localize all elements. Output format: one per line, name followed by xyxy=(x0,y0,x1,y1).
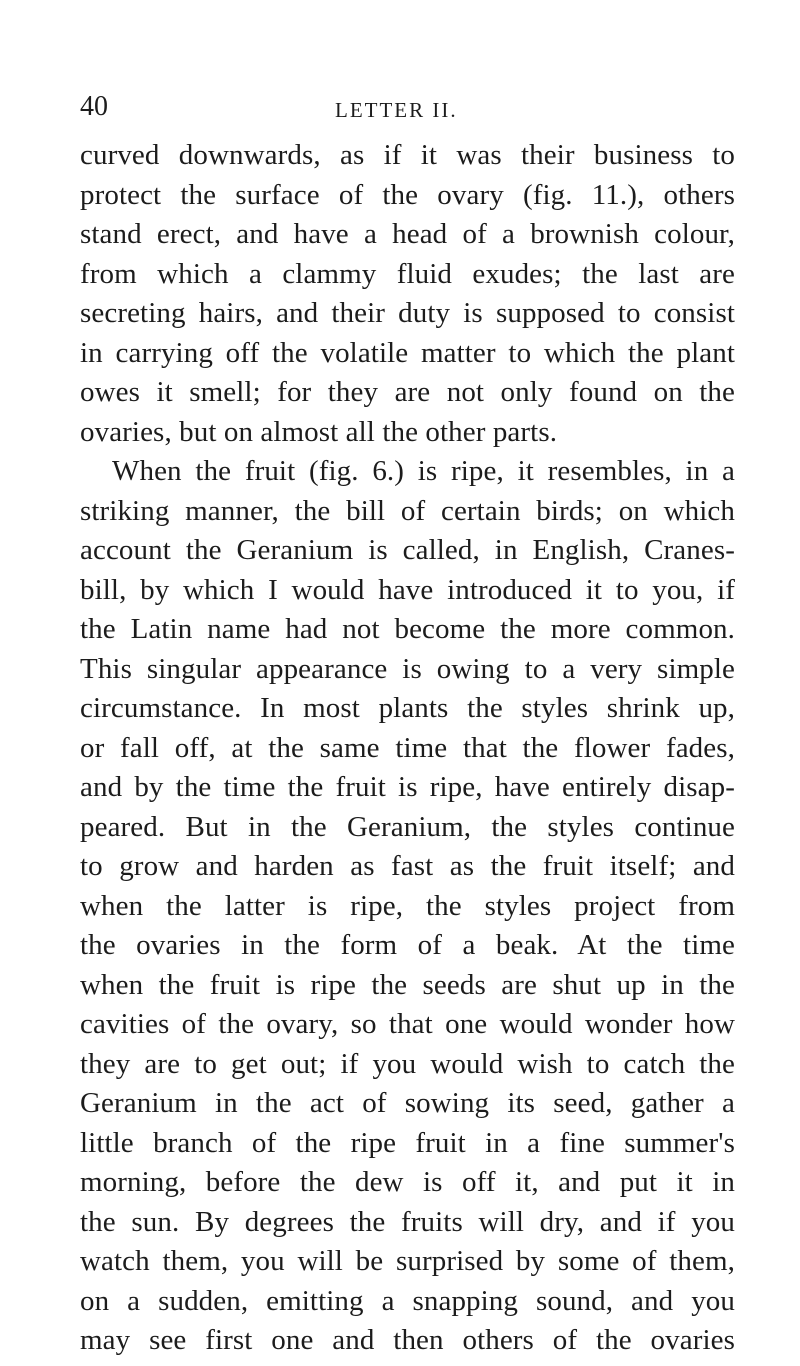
text-line: or fall off, at the same time that the flower fades, xyxy=(80,731,735,764)
text-line: the ovaries in the form of a beak. At the time xyxy=(80,929,735,961)
running-head: LETTER II. xyxy=(335,98,458,122)
text-line: from which a clammy fluid exudes; the last are xyxy=(80,257,735,290)
text-line: cavities of the ovary, so that one would wonder how xyxy=(80,1008,735,1040)
text-line: account the Geranium is called, in English, Cranes- xyxy=(80,534,735,566)
text-line: on a sudden, emitting a snapping sound, and you xyxy=(80,1284,735,1317)
text-line: the Latin name had not become the more common. xyxy=(80,613,735,645)
text-line: Geranium in the act of sowing its seed, gather a xyxy=(80,1087,735,1119)
text-line: the sun. By degrees the fruits will dry, and if you xyxy=(80,1205,735,1238)
text-line: when the latter is ripe, the styles project from xyxy=(80,889,735,922)
text-line: bill, by which I would have introduced it to you, if xyxy=(80,573,735,606)
text-line: owes it smell; for they are not only found on the xyxy=(80,376,735,408)
text-line: ovaries, but on almost all the other parts. xyxy=(80,415,558,448)
text-line: stand erect, and have a head of a brownish colour, xyxy=(80,218,735,250)
text-line: to grow and harden as fast as the fruit itself; and xyxy=(80,850,735,882)
text-line: circumstance. In most plants the styles shrink up, xyxy=(80,692,735,724)
text-line: watch them, you will be surprised by some of them, xyxy=(80,1245,735,1277)
body-text xyxy=(80,136,735,1361)
text-line: and by the time the fruit is ripe, have entirely disap- xyxy=(80,771,735,803)
text-line: When the fruit (fig. 6.) is ripe, it resembles, in a xyxy=(112,455,735,487)
text-line: curved downwards, as if it was their business to xyxy=(80,139,735,171)
text-line: secreting hairs, and their duty is supposed to consist xyxy=(80,297,735,329)
text-line: in carrying off the volatile matter to which the plant xyxy=(80,336,735,369)
page-number: 40 xyxy=(80,91,108,122)
text-line: peared. But in the Geranium, the styles continue xyxy=(80,810,735,843)
text-line: little branch of the ripe fruit in a fine summer's xyxy=(80,1126,735,1159)
text-line: This singular appearance is owing to a very simple xyxy=(80,652,735,685)
text-line: may see first one and then others of the ovaries xyxy=(80,1324,735,1356)
text-line: protect the surface of the ovary (fig. 11.), others xyxy=(80,178,735,211)
text-line: morning, before the dew is off it, and put it in xyxy=(80,1166,735,1198)
text-line: when the fruit is ripe the seeds are shut up in the xyxy=(80,968,735,1001)
text-line: they are to get out; if you would wish to catch the xyxy=(80,1047,735,1080)
text-line: striking manner, the bill of certain birds; on which xyxy=(80,494,735,527)
